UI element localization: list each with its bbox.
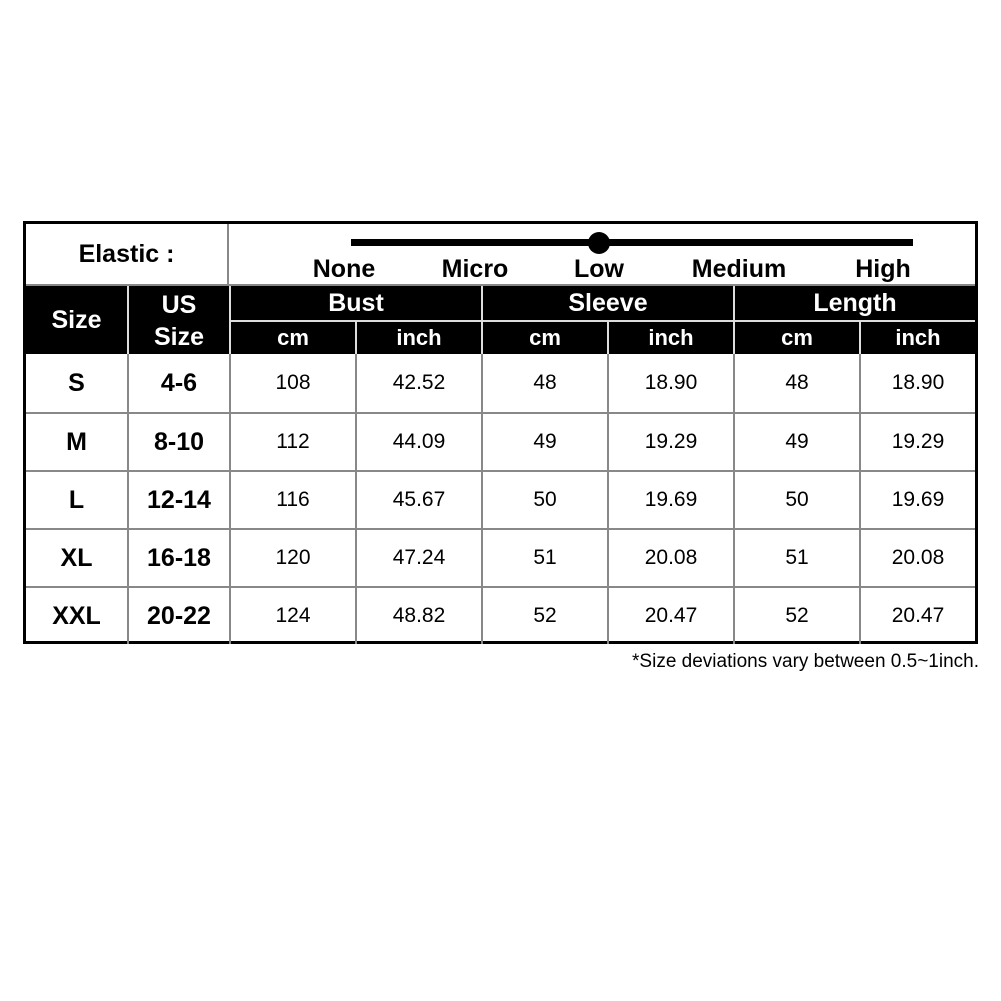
header-bust-cm: cm — [277, 325, 309, 350]
cell-bust-inch: 47.24 — [355, 528, 481, 586]
cell-length-cm: 50 — [733, 470, 859, 528]
cell-sleeve-cm: 51 — [481, 528, 607, 586]
cell-bust-cm: 124 — [229, 586, 355, 644]
table-row — [26, 528, 975, 586]
cell-sleeve-cm: 48 — [481, 354, 607, 412]
cell-length-cm: 51 — [733, 528, 859, 586]
table-row — [26, 412, 975, 470]
cell-bust-cm: 108 — [229, 354, 355, 412]
elastic-level-micro: Micro — [441, 255, 509, 283]
cell-us-size: 12-14 — [127, 470, 229, 528]
header-length: Length — [813, 288, 897, 317]
cell-sleeve-cm: 50 — [481, 470, 607, 528]
cell-length-inch: 18.90 — [859, 354, 975, 412]
header-bust-inch: inch — [396, 325, 442, 350]
table-row — [26, 354, 975, 412]
cell-size: S — [68, 368, 85, 397]
cell-size: XXL — [26, 586, 127, 644]
table-header — [26, 284, 975, 354]
cell-length-inch: 19.69 — [859, 470, 975, 528]
cell-sleeve-cm: 49 — [481, 412, 607, 470]
elastic-indicator-dot-icon — [588, 232, 610, 254]
cell-us-size: 8-10 — [127, 412, 229, 470]
cell-us-size: 4-6 — [127, 354, 229, 412]
cell-length-inch: 19.29 — [859, 412, 975, 470]
cell-bust-cm: 116 — [229, 470, 355, 528]
cell-size: M — [26, 412, 127, 470]
cell-sleeve-inch: 18.90 — [607, 354, 733, 412]
cell-bust-inch: 42.52 — [355, 354, 481, 412]
elastic-level-medium: Medium — [691, 255, 787, 283]
cell-bust-inch: 45.67 — [355, 470, 481, 528]
header-sleeve-cm: cm — [529, 325, 561, 350]
table-row — [26, 586, 975, 644]
cell-length-inch: 20.08 — [859, 528, 975, 586]
header-size: Size — [51, 305, 102, 334]
cell-length-inch: 20.47 — [859, 586, 975, 644]
header-sleeve: Sleeve — [568, 288, 648, 317]
header-sleeve-inch: inch — [648, 325, 694, 350]
cell-size: XL — [26, 528, 127, 586]
cell-size: L — [26, 470, 127, 528]
size-deviation-note: *Size deviations vary between 0.5~1inch. — [632, 651, 979, 672]
cell-bust-inch: 44.09 — [355, 412, 481, 470]
cell-sleeve-cm: 52 — [481, 586, 607, 644]
elastic-level-high: High — [855, 255, 911, 283]
cell-sleeve-inch: 19.29 — [607, 412, 733, 470]
elastic-level-low: Low — [574, 255, 624, 283]
cell-sleeve-inch: 19.69 — [607, 470, 733, 528]
cell-us-size: 20-22 — [127, 586, 229, 644]
header-length-inch: inch — [895, 325, 941, 350]
cell-bust-inch: 48.82 — [355, 586, 481, 644]
cell-length-cm: 49 — [733, 412, 859, 470]
size-chart — [23, 221, 978, 644]
header-us-size-line1: US — [161, 290, 197, 319]
cell-sleeve-inch: 20.08 — [607, 528, 733, 586]
table-row — [26, 470, 975, 528]
cell-sleeve-inch: 20.47 — [607, 586, 733, 644]
elastic-label: Elastic : — [26, 224, 229, 284]
cell-length-cm: 48 — [733, 354, 859, 412]
header-bust: Bust — [328, 288, 384, 317]
elastic-row — [26, 224, 975, 284]
cell-bust-cm: 112 — [229, 412, 355, 470]
header-us-size-line2: Size — [153, 322, 205, 351]
cell-us-size: 16-18 — [127, 528, 229, 586]
elastic-level-none: None — [312, 255, 376, 283]
cell-length-cm: 52 — [733, 586, 859, 644]
header-length-cm: cm — [781, 325, 813, 350]
cell-bust-cm: 120 — [229, 528, 355, 586]
elastic-scale-track — [351, 239, 913, 246]
